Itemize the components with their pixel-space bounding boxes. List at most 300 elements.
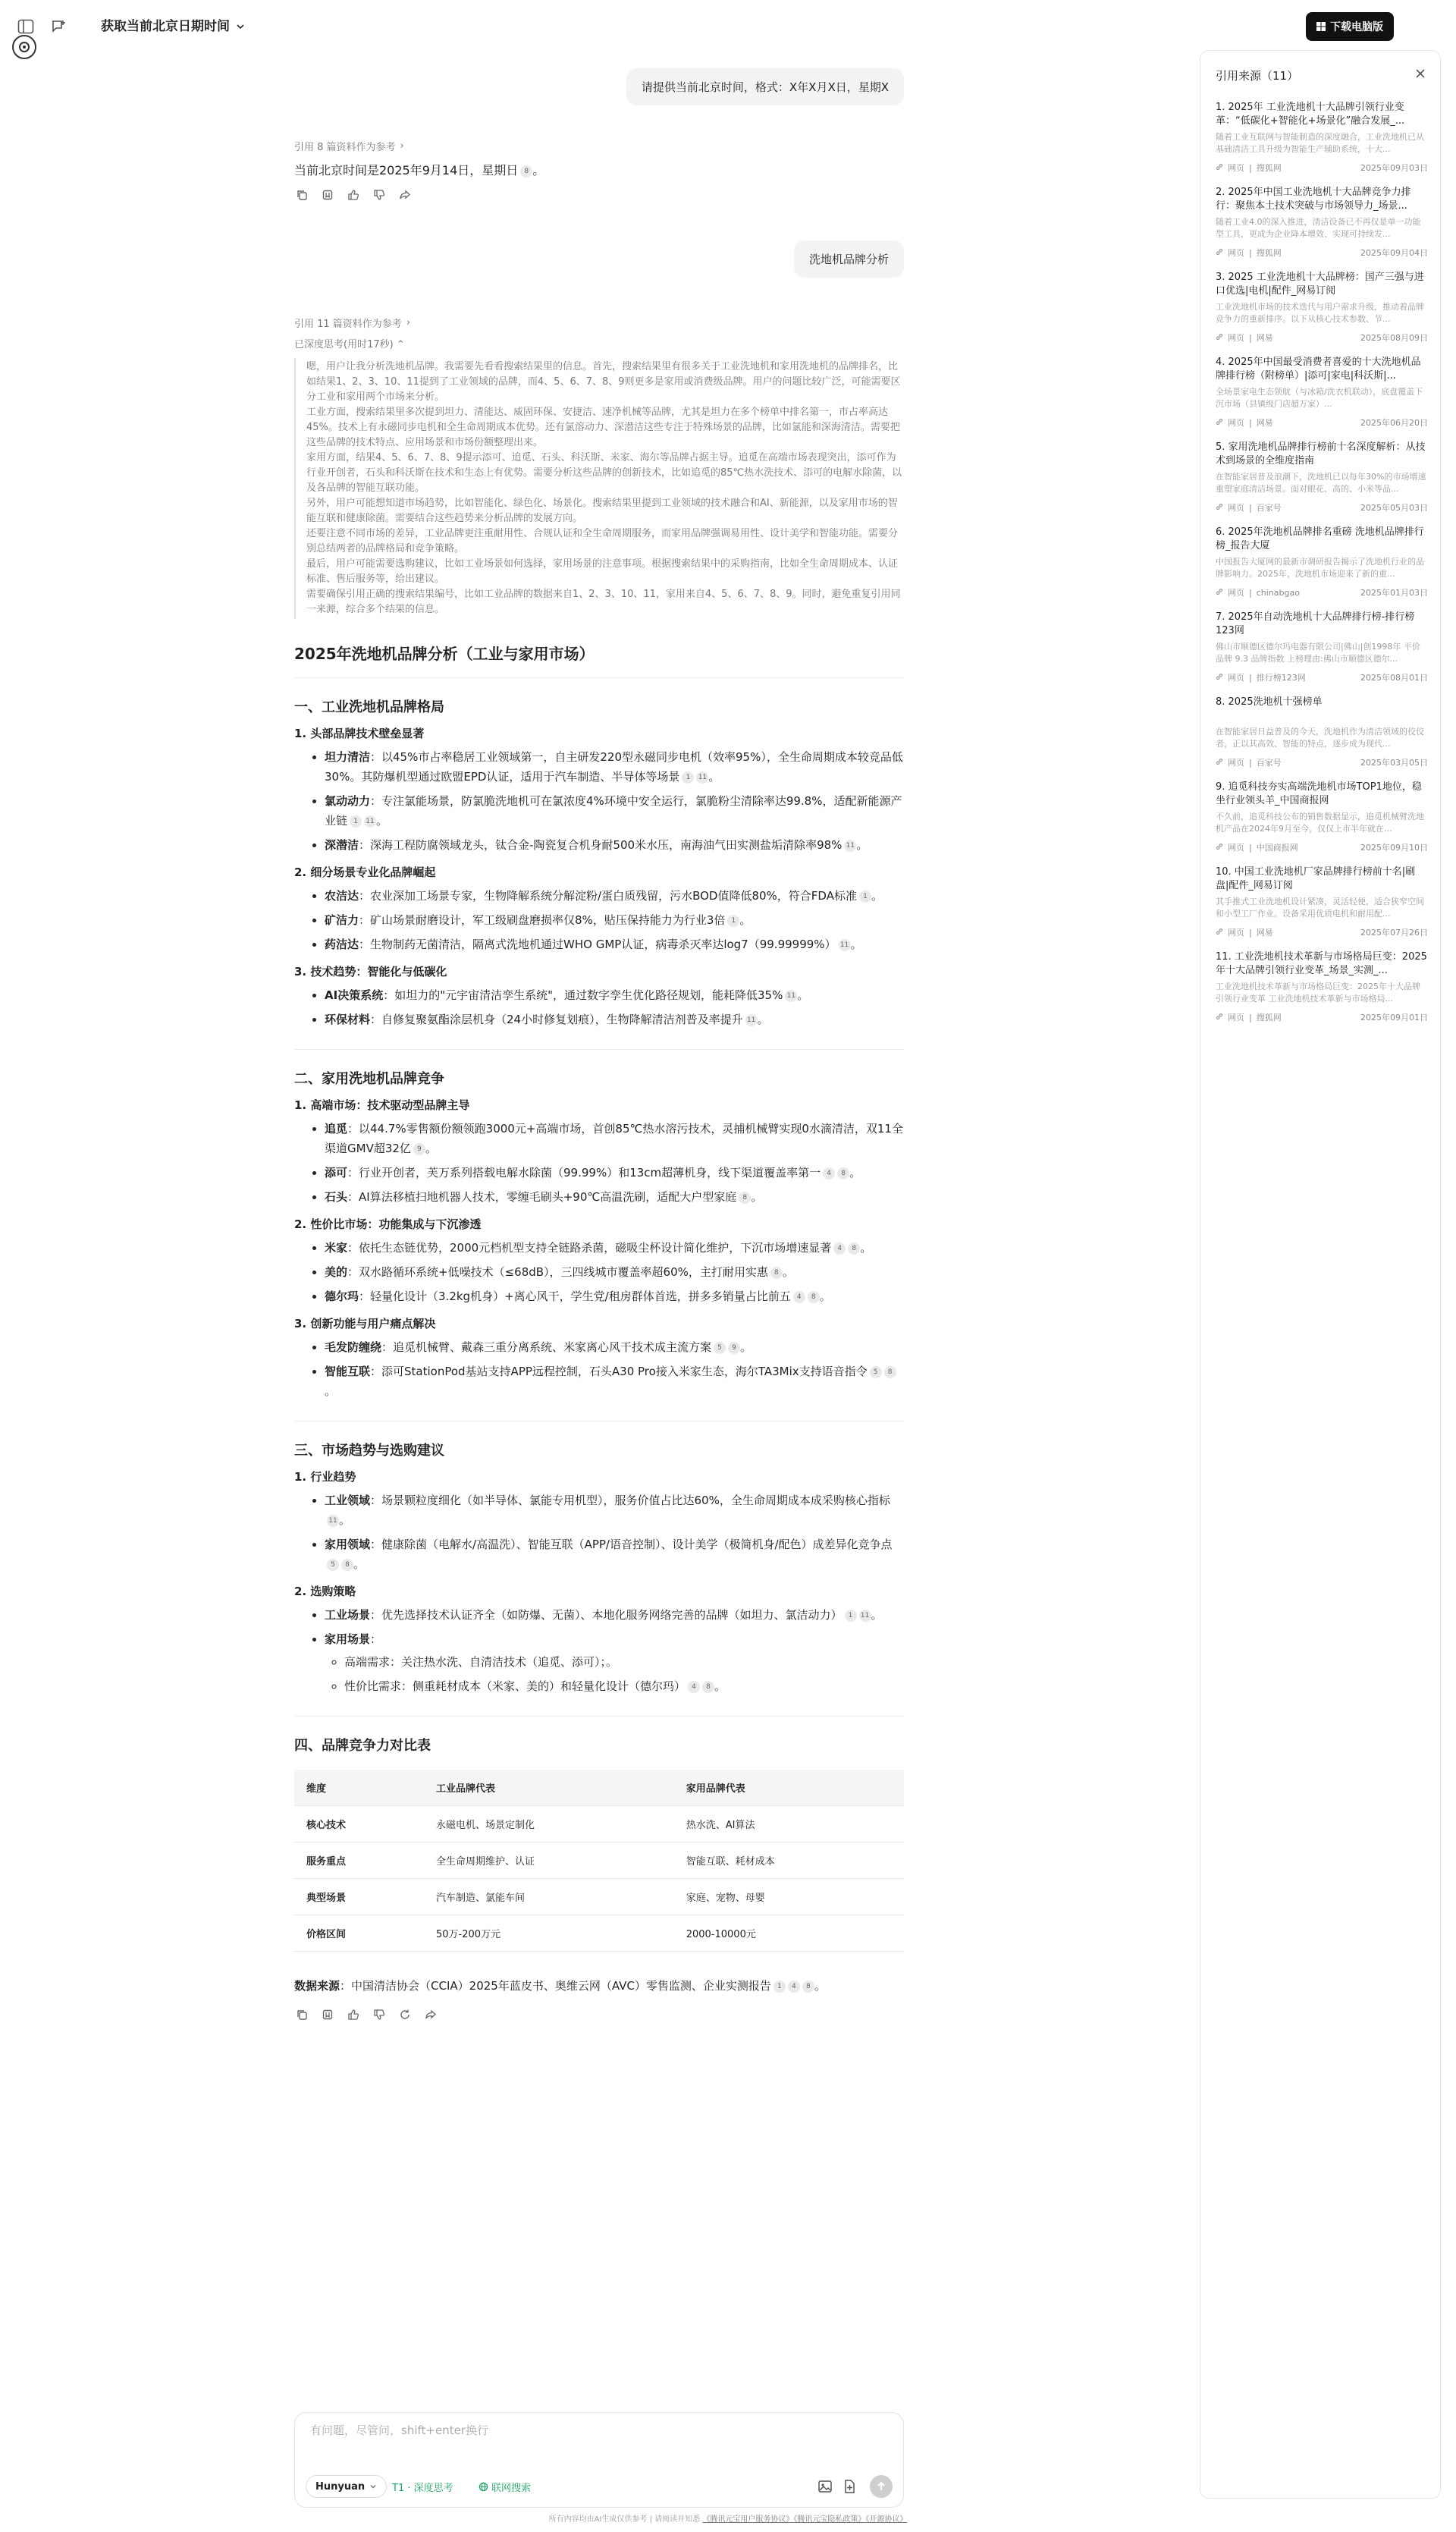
terms-link[interactable]: 《腾讯元宝用户服务协议》	[702, 2515, 794, 2524]
list-item	[325, 1605, 904, 1625]
download-desktop-button[interactable]	[1306, 12, 1394, 41]
citation-badge[interactable]: 11	[696, 771, 708, 784]
period: 。	[860, 1241, 872, 1255]
source-title[interactable]: 2. 2025年中国工业洗地机十大品牌竞争力排行：聚焦本土技术突破与市场领导力_场景...	[1216, 187, 1411, 212]
source-item[interactable]	[1216, 696, 1428, 768]
source-snippet: 在智能家居日益普及的今天，洗地机作为清洁领域的佼佼者，正以其高效、智能的特点，逐步成为现代...	[1216, 727, 1424, 749]
references-toggle[interactable]	[294, 316, 904, 330]
source-type: 网页	[1228, 758, 1244, 768]
citation-badge[interactable]: 8	[848, 1242, 860, 1255]
source-site: 搜狐网	[1256, 248, 1282, 258]
source-snippet: 随着工业互联网与智能制造的深度融合，工业洗地机已从基础清洁工具升级为智能生产辅助系统，十大...	[1216, 132, 1424, 154]
link-icon	[1216, 673, 1223, 683]
subsection-title: 1. 头部品牌技术壁垒显著	[294, 727, 425, 740]
item-text: ：AI算法移植扫地机器人技术，零缠毛刷头+90℃高温洗刷，适配大户型家庭	[347, 1190, 737, 1204]
citation-badge[interactable]: 11	[839, 939, 851, 951]
bullet-list	[325, 985, 904, 1029]
subsection-title: 3. 技术趋势：智能化与低碳化	[294, 965, 447, 979]
bullet-list	[325, 1491, 904, 1574]
list-item	[325, 1187, 904, 1207]
source-item[interactable]	[1216, 611, 1428, 683]
period: 。	[532, 163, 545, 177]
sources-list	[1216, 101, 1428, 1035]
chevron-right-icon: ›	[406, 317, 411, 328]
model-name: Hunyuan	[315, 2480, 366, 2493]
source-snippet: 中国报告大厦网的最新市调研报告揭示了洗地机行业的品牌影响力。2025年，洗地机市场迎来了新的重...	[1216, 557, 1424, 579]
source-site: 搜狐网	[1256, 163, 1282, 173]
item-label: 家用领域	[325, 1538, 371, 1551]
source-type: 网页	[1228, 163, 1244, 173]
chat-thread	[294, 61, 904, 2022]
source-snippet: 其手推式工业洗地机设计紧凑，灵活轻便，适合狭窄空间和小型工厂作业。设备采用优质电机和耐用配...	[1216, 897, 1424, 919]
source-type: 网页	[1228, 928, 1244, 938]
chat-input-box	[294, 2412, 904, 2508]
link-icon	[1216, 248, 1223, 258]
item-label: 氯动动力	[325, 794, 371, 808]
table-row	[294, 1879, 904, 1915]
thinking-content	[294, 358, 904, 619]
item-label: 工业领域	[325, 1494, 371, 1507]
item-text: ：场景颗粒度细化（如半导体、氯能专用机型），服务价值占比达60%，全生命周期成本成采购核心指标	[370, 1494, 890, 1507]
deep-think-label: T1 · 深度思考	[392, 2482, 453, 2494]
table-cell: 智能互联、耗材成本	[674, 1842, 904, 1879]
item-text: ：以45%市占率稳居工业领域第一，自主研发220型永磁同步电机（效率95%），全生命周期成本较竞品低30%。其防爆机型通过欧盟EPD认证，适用于汽车制造、半导体等场景	[325, 750, 903, 784]
source-meta	[1216, 331, 1428, 344]
message-actions	[294, 2007, 904, 2022]
meta-divider: |	[1249, 502, 1252, 513]
citation-badge[interactable]: 4	[688, 1681, 700, 1693]
citation-badge[interactable]: 9	[413, 1143, 425, 1155]
sources-panel	[1200, 50, 1441, 2499]
source-title[interactable]: 11. 工业洗地机技术革新与市场格局巨变：2025 年十大品牌引领行业变革_场景_实测_...	[1216, 951, 1427, 976]
source-site: 网易	[1256, 928, 1273, 938]
citation-badge[interactable]: 5	[714, 1342, 726, 1354]
new-chat-icon[interactable]	[48, 17, 69, 36]
list-item	[325, 1629, 904, 1696]
user-message: 洗地机品牌分析	[794, 240, 904, 278]
divider	[294, 1716, 904, 1717]
period: 。	[797, 988, 809, 1002]
item-text: ：追觅机械臂、戴森三重分离系统、米家离心风干技术成主流方案	[381, 1340, 712, 1354]
period: 。	[739, 913, 752, 927]
source-item[interactable]	[1216, 781, 1428, 853]
table-header: 家用品牌代表	[674, 1770, 904, 1806]
list-item	[325, 886, 904, 906]
citation-badge[interactable]: 11	[844, 840, 856, 852]
source-site: 网易	[1256, 418, 1273, 428]
source-meta	[1216, 162, 1428, 174]
list-item	[325, 1262, 904, 1282]
regenerate-icon[interactable]	[397, 2007, 413, 2022]
download-label: 下载电脑版	[1330, 21, 1383, 33]
subsection-title: 2. 细分场景专业化品牌崛起	[294, 865, 436, 879]
item-label: 毛发防缠绕	[325, 1340, 382, 1354]
item-label: 米家	[325, 1241, 348, 1255]
period: 。	[819, 1290, 831, 1303]
citation-badge[interactable]: 8	[884, 1366, 896, 1378]
copy-icon[interactable]	[294, 2007, 309, 2022]
source-snippet: 全场景家电生态领航（与冰箱/洗衣机联动），底盘覆盖下沉市场（县镇级门店超万家）...	[1216, 387, 1423, 409]
link-icon	[1216, 503, 1223, 513]
list-item	[325, 985, 904, 1005]
list-item	[325, 1286, 904, 1306]
citation-badge[interactable]: 1	[727, 915, 739, 927]
item-text: ：农业深加工场景专家，生物降解系统分解淀粉/蛋白质残留，污水BOD值降低80%，符合FDA标准	[359, 889, 857, 903]
table-cell: 汽车制造、氯能车间	[424, 1879, 674, 1915]
bullet-list	[325, 1605, 904, 1696]
item-label: 追觅	[325, 1122, 348, 1136]
source-type: 网页	[1228, 843, 1244, 853]
link-icon	[1216, 758, 1223, 768]
license-link[interactable]: 《开源协议》	[865, 2515, 908, 2524]
citation-badge[interactable]: 8	[520, 165, 532, 177]
share-icon[interactable]	[397, 187, 413, 203]
citation-badge[interactable]: 8	[739, 1192, 751, 1204]
windows-icon	[1316, 22, 1326, 31]
chevron-right-icon: ›	[400, 140, 404, 152]
bullet-list	[325, 886, 904, 954]
citation-badge[interactable]: 8	[702, 1681, 714, 1693]
citation-badge[interactable]: 1	[350, 815, 362, 828]
period: 。	[714, 1679, 726, 1693]
thumbs-down-icon[interactable]	[372, 187, 387, 203]
item-text: ：生物制药无菌清洁，隔离式洗地机通过WHO GMP认证，病毒杀灭率达log7（99.99999%）	[359, 938, 836, 951]
period: 。	[751, 1190, 763, 1204]
source-site: 百家号	[1256, 758, 1282, 768]
table-cell: 核心技术	[294, 1806, 424, 1842]
table-cell: 服务重点	[294, 1842, 424, 1879]
item-text: ：优先选择技术认证齐全（如防爆、无菌）、本地化服务网络完善的品牌（如坦力、氯洁动力）	[370, 1608, 843, 1622]
thumbs-up-icon[interactable]	[346, 2007, 361, 2022]
chevron-down-icon	[236, 22, 245, 31]
link-icon	[1216, 163, 1223, 173]
item-text: ：轻量化设计（3.2kg机身）+离心风干，学生党/租房群体首选，拼多多销量占比前五	[359, 1290, 791, 1303]
source-date: 2025年07月26日	[1360, 928, 1428, 938]
period: 。	[814, 1979, 826, 1993]
subsection-title: 1. 行业趋势	[294, 1470, 356, 1484]
item-text: ：自修复聚氨酯涂层机身（24小时修复划痕），生物降解清洁剂普及率提升	[370, 1013, 743, 1026]
citation-badge[interactable]: 8	[837, 1167, 849, 1180]
deep-think-toggle[interactable]	[392, 2475, 453, 2498]
sub-bullet-list	[344, 1652, 904, 1696]
source-meta	[1216, 416, 1428, 429]
source-meta	[1216, 247, 1428, 259]
source-title[interactable]: 3. 2025 工业洗地机十大品牌榜：国产三强与进口优选|电机|配件_网易订阅	[1216, 272, 1424, 297]
meta-divider: |	[1249, 332, 1252, 343]
citation-badge[interactable]: 1	[859, 891, 871, 903]
report-title: 2025年洗地机品牌分析（工业与家用市场）	[294, 642, 904, 678]
item-label: 深潜洁	[325, 838, 359, 852]
web-search-toggle[interactable]	[479, 2475, 531, 2498]
table-cell: 家庭、宠物、母婴	[674, 1879, 904, 1915]
item-label: 坦力清洁	[325, 750, 371, 764]
source-site: 搜狐网	[1256, 1013, 1282, 1023]
citation-badge[interactable]: 1	[845, 1610, 857, 1622]
thinking-paragraph: 嗯，用户让我分析洗地机品牌。我需要先看看搜索结果里的信息。首先，搜索结果里有很多关于工业洗地机和家用洗地机的品牌排名，比如结果1、2、3、10、11提到了工业领域的品牌，而4、5、6、7、8、9则更多是家用或消费级品牌。用户的问题比较广泛，可能需要区分工业和家用两个市场来分析。	[306, 361, 901, 403]
period: 。	[425, 1142, 437, 1155]
citation-badge[interactable]: 4	[823, 1167, 835, 1180]
assistant-message	[294, 316, 904, 2022]
list-item	[325, 791, 904, 831]
meta-divider: |	[1249, 587, 1252, 598]
footer-disclaimer	[0, 2512, 1456, 2524]
chat-input[interactable]	[310, 2424, 886, 2437]
table-cell: 永磁电机、场景定制化	[424, 1806, 674, 1842]
citation-badge[interactable]: 11	[785, 990, 797, 1002]
bookmark-icon[interactable]	[320, 2007, 335, 2022]
list-item	[325, 910, 904, 930]
period: 。	[353, 1557, 366, 1571]
table-header: 工业品牌代表	[424, 1770, 674, 1806]
period: 。	[339, 1513, 351, 1527]
item-text: ：以44.7%零售额份额领跑3000元+高端市场，首创85℃热水溶污技术，灵捕机械臂实现0水滴清洁，双11全渠道GMV超32亿	[325, 1122, 903, 1155]
period: 。	[871, 889, 883, 903]
item-text: ：添可StationPod基站支持APP远程控制，石头A30 Pro接入米家生态，海尔TA3Mix支持语音指令	[370, 1365, 868, 1378]
file-upload-icon[interactable]	[841, 2478, 858, 2495]
citation-badge[interactable]: 8	[770, 1267, 783, 1279]
item-label: 石头	[325, 1190, 348, 1204]
source-site: chinabgao	[1256, 587, 1300, 598]
link-icon	[1216, 418, 1223, 428]
user-message-row	[294, 240, 904, 278]
item-label: 智能互联	[325, 1365, 371, 1378]
source-item[interactable]	[1216, 101, 1428, 174]
source-type: 网页	[1228, 673, 1244, 683]
privacy-link[interactable]: 《腾讯元宝隐私政策》	[793, 2515, 866, 2524]
source-snippet: 佛山市顺德区德尔玛电器有限公司|佛山|创1998年 平价品牌 9.3 品牌指数 上榜理由:佛山市顺德区德尔...	[1216, 642, 1420, 664]
list-item	[325, 1491, 904, 1530]
source-snippet: 不久前，追觅科技公布的销售数据显示，追觅机械臂洗地机产品在2024年9月至今，仅仅上市半年就在...	[1216, 812, 1424, 834]
citation-badge[interactable]: 4	[788, 1981, 800, 1993]
citation-badge[interactable]: 8	[341, 1559, 353, 1571]
image-upload-icon[interactable]	[817, 2478, 833, 2495]
send-icon	[876, 2481, 886, 2492]
item-text: ：依托生态链优势，2000元档机型支持全链路杀菌，磁吸尘杯设计简化维护，下沉市场增速显著	[347, 1241, 832, 1255]
source-date: 2025年09月01日	[1360, 1013, 1428, 1023]
source-type: 网页	[1228, 418, 1244, 428]
list-item	[325, 1362, 904, 1401]
period: 。	[850, 938, 862, 951]
source-title[interactable]: 6. 2025年洗地机品牌排名重磅 洗地机品牌排行榜_报告大厦	[1216, 526, 1424, 551]
period: 。	[325, 1384, 337, 1398]
message-actions	[294, 187, 904, 203]
data-source-line	[294, 1978, 904, 1993]
meta-divider: |	[1249, 162, 1252, 173]
list-item	[325, 747, 904, 787]
source-item[interactable]	[1216, 865, 1428, 938]
source-meta	[1216, 1011, 1428, 1023]
citation-badge[interactable]: 4	[833, 1242, 846, 1255]
conversation-title[interactable]	[101, 17, 245, 36]
disclaimer-text: 所有内容均由AI生成仅供参考 | 请阅读并知悉	[548, 2515, 701, 2524]
source-item[interactable]	[1216, 271, 1428, 344]
table-cell: 50万-200万元	[424, 1915, 674, 1952]
source-meta	[1216, 926, 1428, 938]
thinking-paragraph: 另外，用户可能想知道市场趋势，比如智能化、绿色化、场景化。搜索结果里提到工业领域的技术融合和AI、新能源，以及家用市场的智能互联和健康除菌。需要结合这些趋势来分析品牌的发展方向。	[306, 498, 898, 524]
period: 。	[757, 1013, 769, 1026]
table-cell: 全生命周期维护、认证	[424, 1842, 674, 1879]
section-title: 二、家用洗地机品牌竞争	[294, 1071, 444, 1087]
citation-badge[interactable]: 5	[870, 1366, 882, 1378]
source-title[interactable]: 1. 2025年 工业洗地机十大品牌引领行业变革：“低碳化+智能化+场景化”融合发展_...	[1216, 102, 1405, 127]
bookmark-icon[interactable]	[320, 187, 335, 203]
source-title[interactable]: 7. 2025年自动洗地机十大品牌排行榜-排行榜123网	[1216, 611, 1415, 636]
source-meta	[1216, 501, 1428, 514]
meta-divider: |	[1249, 417, 1252, 428]
user-message: 请提供当前北京时间，格式：X年X月X日，星期X	[626, 68, 904, 105]
conversation-title-text: 获取当前北京日期时间	[101, 19, 230, 34]
list-item	[325, 1535, 904, 1574]
globe-icon	[479, 2482, 488, 2492]
item-label: 添可	[325, 1166, 348, 1180]
section-title: 一、工业洗地机品牌格局	[294, 699, 444, 715]
link-icon	[1216, 1013, 1223, 1023]
citation-badge[interactable]: 5	[327, 1559, 339, 1571]
source-item[interactable]	[1216, 950, 1428, 1023]
item-label: 家用场景	[325, 1632, 371, 1646]
source-item[interactable]	[1216, 526, 1428, 598]
list-item	[325, 835, 904, 855]
data-source-text: ：中国清洁协会（CCIA）2025年蓝皮书、奥维云网（AVC）零售监测、企业实测报告	[340, 1979, 771, 1993]
source-type: 网页	[1228, 248, 1244, 258]
item-text: ：健康除菌（电解水/高温洗）、智能互联（APP/语音控制）、设计美学（极简机身/配色）成差异化竞争点	[370, 1538, 893, 1551]
source-site: 中国商报网	[1256, 843, 1298, 853]
copy-icon[interactable]	[294, 187, 309, 203]
table-cell: 2000-10000元	[674, 1915, 904, 1952]
item-label: 农洁达	[325, 889, 359, 903]
user-message-row	[294, 68, 904, 105]
source-snippet: 工业洗地机市场的技术迭代与用户需求升级，推动着品牌竞争力的重新排序。以下从核心技术参数、节...	[1216, 302, 1424, 324]
source-date: 2025年08月09日	[1360, 333, 1428, 343]
deep-thinking-toggle[interactable]	[294, 336, 904, 350]
source-date: 2025年09月03日	[1360, 163, 1428, 173]
table-row	[294, 1915, 904, 1952]
subsection-title: 2. 性价比市场：功能集成与下沉渗透	[294, 1217, 482, 1231]
table-row	[294, 1806, 904, 1842]
share-icon[interactable]	[423, 2007, 438, 2022]
references-count: 引用 8 篇资料作为参考	[294, 142, 396, 153]
source-date: 2025年09月10日	[1360, 843, 1428, 853]
period: 。	[849, 1166, 861, 1180]
close-icon[interactable]	[1413, 66, 1428, 81]
source-meta	[1216, 586, 1428, 598]
item-text: ：双水路循环系统+低噪技术（≤68dB），三四线城市覆盖率超60%，主打耐用实惠	[347, 1265, 768, 1279]
thumbs-up-icon[interactable]	[346, 187, 361, 203]
bullet-list	[325, 1119, 904, 1207]
period: 。	[856, 838, 868, 852]
source-date: 2025年01月03日	[1360, 588, 1428, 598]
citation-badge[interactable]: 11	[327, 1515, 339, 1527]
source-snippet: 工业洗地机技术革新与市场格局巨变：2025年十大品牌引领行业变革 工业洗地机技术革新与市场格局...	[1216, 982, 1420, 1004]
source-snippet: 在智能家居普及浪潮下，洗地机已以每年30%的市场增速重塑家庭清洁场景。面对眼花、高的、小米等品...	[1216, 472, 1426, 494]
chevron-up-icon: ⌃	[396, 339, 405, 350]
citation-badge[interactable]: 11	[859, 1610, 871, 1622]
period: 。	[708, 770, 720, 784]
sidebar-toggle-icon[interactable]	[15, 17, 36, 36]
sources-panel-title: 引用来源（11）	[1216, 69, 1299, 83]
chevron-down-icon	[369, 2483, 377, 2490]
app-logo-icon[interactable]	[12, 35, 36, 59]
source-site: 排行榜123网	[1256, 673, 1306, 683]
item-text: ：如坦力的"元宇宙清洁孪生系统"，通过数字孪生优化路径规划，能耗降低35%	[383, 988, 783, 1002]
references-count: 引用 11 篇资料作为参考	[294, 319, 402, 330]
list-item	[325, 1119, 904, 1158]
answer-text	[294, 161, 904, 178]
bullet-list	[325, 747, 904, 855]
top-bar	[0, 0, 1456, 53]
web-search-label: 联网搜索	[491, 2482, 532, 2494]
period: 。	[376, 814, 388, 828]
source-date: 2025年03月05日	[1360, 758, 1428, 768]
section-title: 四、品牌竞争力对比表	[294, 1738, 431, 1754]
source-item[interactable]	[1216, 186, 1428, 259]
source-item[interactable]	[1216, 441, 1428, 514]
citation-badge[interactable]: 8	[808, 1291, 820, 1303]
citation-badge[interactable]: 11	[364, 815, 376, 828]
thumbs-down-icon[interactable]	[372, 2007, 387, 2022]
meta-divider: |	[1249, 247, 1252, 258]
citation-badge[interactable]: 4	[793, 1291, 805, 1303]
item-label: 德尔玛	[325, 1290, 359, 1303]
references-toggle[interactable]	[294, 139, 904, 153]
data-source-label: 数据来源	[294, 1979, 340, 1993]
source-item[interactable]	[1216, 356, 1428, 429]
item-label: AI决策系统	[325, 988, 384, 1002]
send-button[interactable]	[870, 2475, 893, 2498]
source-title[interactable]: 8. 2025洗地机十强榜单	[1216, 696, 1323, 708]
source-date: 2025年06月20日	[1360, 418, 1428, 428]
table-cell: 价格区间	[294, 1915, 424, 1952]
period: 。	[782, 1265, 794, 1279]
bullet-list	[325, 1337, 904, 1401]
source-snippet: 随着工业4.0的深入推进，清洁设备已不再仅是单一功能型工具，更成为企业降本增效、实现可持续发...	[1216, 217, 1421, 239]
source-site: 百家号	[1256, 503, 1282, 513]
answer-body: 当前北京时间是2025年9月14日，星期日	[294, 163, 519, 177]
bullet-list	[325, 1238, 904, 1306]
comparison-table	[294, 1770, 904, 1952]
source-site: 网易	[1256, 333, 1273, 343]
list-item	[344, 1676, 904, 1696]
section-title: 三、市场趋势与选购建议	[294, 1443, 444, 1459]
thinking-paragraph: 家用方面，结果4、5、6、7、8、9提示添可、追觅、石头、科沃斯、米家、海尔等品牌占据主导。追觅在高端市场表现突出，添可作为行业开创者，石头和科沃斯在技术和生态上有优势。需要分析这些品牌的创新技术，比如追觅的85℃热水洗技术、添可的电解水除菌，以及各品牌的智能互联功能。	[306, 452, 902, 494]
citation-badge[interactable]: 1	[774, 1981, 786, 1993]
table-header: 维度	[294, 1770, 424, 1806]
citation-badge[interactable]: 9	[728, 1342, 740, 1354]
source-date: 2025年08月01日	[1360, 673, 1428, 683]
model-selector[interactable]	[306, 2475, 387, 2498]
item-label: 矿洁力	[325, 913, 359, 927]
divider	[294, 1421, 904, 1422]
list-item	[344, 1652, 904, 1672]
source-date: 2025年09月04日	[1360, 248, 1428, 258]
thinking-paragraph: 最后，用户可能需要选购建议，比如工业场景如何选择，家用场景的注意事项。根据搜索结果中的采购指南，比如全生命周期成本、认证标准、售后服务等，给出建议。	[306, 558, 899, 585]
link-icon	[1216, 928, 1223, 938]
citation-badge[interactable]: 11	[745, 1014, 758, 1026]
source-title[interactable]: 10. 中国工业洗地机厂家品牌排行榜前十名|刷盘|配件_网易订阅	[1216, 866, 1416, 891]
source-type: 网页	[1228, 588, 1244, 598]
source-title[interactable]: 9. 追觅科技夯实高端洗地机市场TOP1地位，稳坐行业领头羊_中国商报网	[1216, 781, 1422, 806]
meta-divider: |	[1249, 927, 1252, 938]
table-row	[294, 1842, 904, 1879]
item-text: 性价比需求：侧重耗材成本（米家、美的）和轻量化设计（德尔玛）	[344, 1679, 686, 1693]
citation-badge[interactable]: 1	[682, 771, 694, 784]
link-icon	[1216, 333, 1223, 343]
source-title[interactable]: 4. 2025年中国最受消费者喜爱的十大洗地机品牌排行榜（附榜单）|添可|家电|科沃斯|...	[1216, 357, 1421, 382]
link-icon	[1216, 843, 1223, 853]
citation-badge[interactable]: 8	[802, 1981, 814, 1993]
deep-thinking-label: 已深度思考(用时17秒)	[294, 339, 394, 350]
source-title[interactable]: 5. 家用洗地机品牌排行榜前十名深度解析：从技术到场景的全维度指南	[1216, 441, 1426, 467]
